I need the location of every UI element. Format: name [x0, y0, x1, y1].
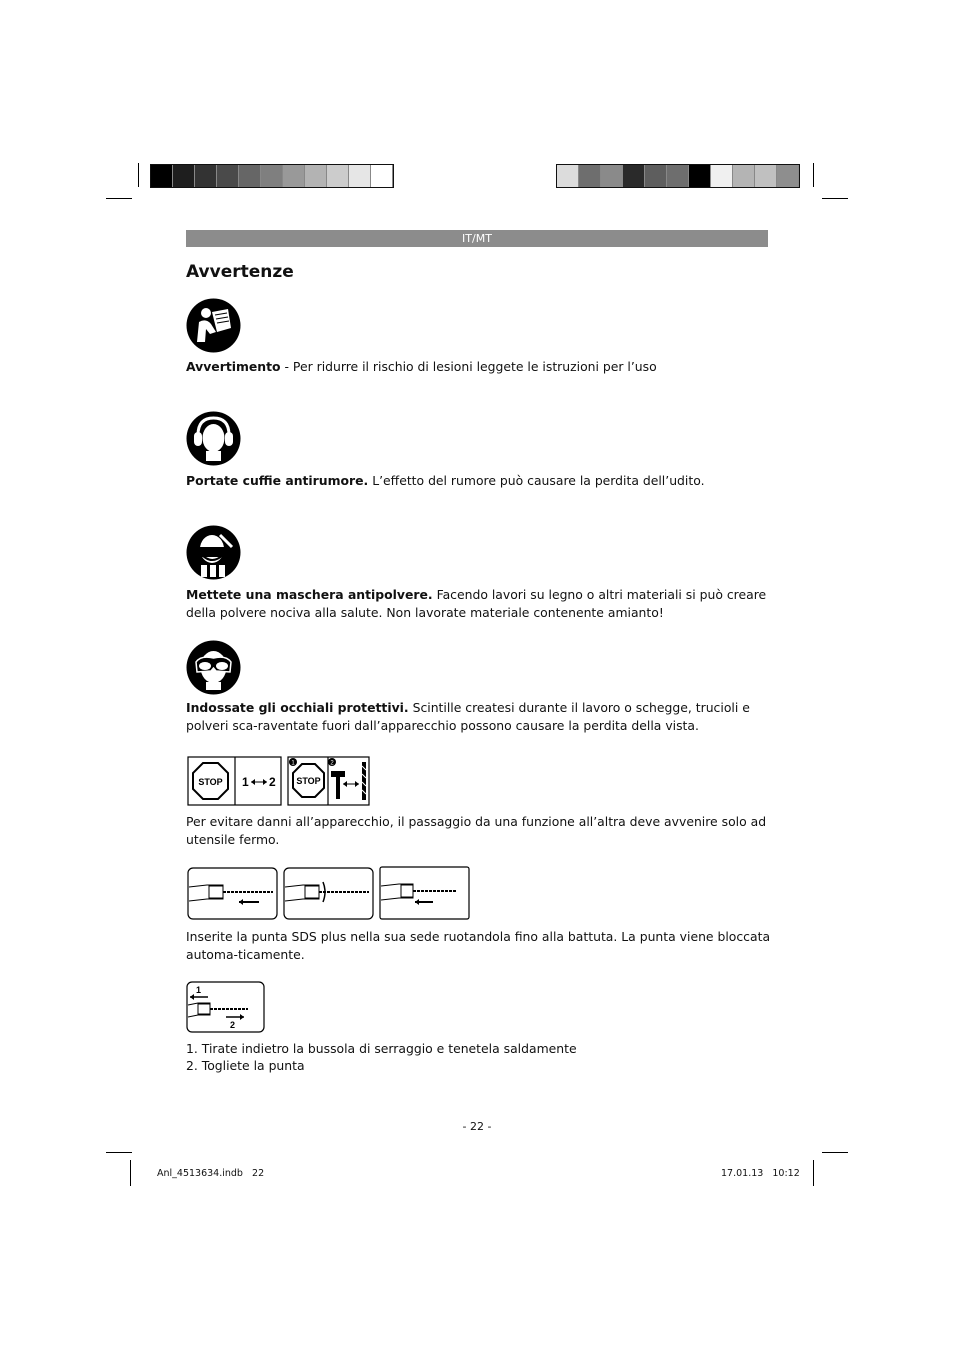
- color-swatch: [327, 165, 349, 187]
- stop-switch-icon: [187, 756, 282, 806]
- warning-read-manual: Avvertimento - Per ridurre il rischio di lesioni leggete le istruzioni per l’uso: [186, 359, 657, 374]
- crop-mark: [813, 163, 814, 187]
- page-title: Avvertenze: [186, 262, 294, 282]
- dust-mask-icon: [186, 525, 241, 580]
- step-badge-1: 1: [291, 760, 295, 767]
- step-badge-2: 2: [330, 760, 334, 767]
- warning-eye-protection: Indossate gli occhiali protettivi. Scintille createsi durante il lavoro o schegge, trucioli e polveri sca-raventate fuori dall’apparecchio possono causare la perdita della vista.: [186, 700, 750, 733]
- color-swatch: [151, 165, 173, 187]
- remove-bit-figure: [186, 981, 265, 1033]
- color-swatch: [755, 165, 777, 187]
- color-swatch: [217, 165, 239, 187]
- color-swatch: [667, 165, 689, 187]
- color-swatch: [195, 165, 217, 187]
- crop-mark: [822, 198, 848, 199]
- color-swatch: [733, 165, 755, 187]
- mode-switch-text: Per evitare danni all’apparecchio, il passaggio da una funzione all’altra deve avvenire solo ad utensile fermo.: [186, 814, 767, 847]
- color-calibration-strip-right: [556, 164, 800, 188]
- stop-sign-label: STOP: [296, 776, 321, 786]
- color-swatch: [173, 165, 195, 187]
- color-swatch: [305, 165, 327, 187]
- crop-mark: [106, 1152, 132, 1153]
- mode-2-label: 2: [269, 775, 276, 789]
- footer-date: 17.01.13 10:12: [721, 1168, 800, 1179]
- ear-protection-icon: [186, 411, 241, 466]
- color-swatch: [579, 165, 601, 187]
- remove-step-1-label: 1: [196, 985, 202, 995]
- color-swatch: [239, 165, 261, 187]
- language-tab: IT/MT: [186, 230, 768, 247]
- color-swatch: [371, 165, 393, 187]
- remove-step-2: 2. Togliete la punta: [186, 1058, 305, 1073]
- page-number: - 22 -: [462, 1120, 492, 1133]
- insert-bit-figure-3: [379, 866, 470, 920]
- insert-bit-text: Inserite la punta SDS plus nella sua sede ruotandola fino alla battuta. La punta viene bloccata automa-ticamente.: [186, 929, 771, 962]
- crop-mark: [822, 1152, 848, 1153]
- color-swatch: [283, 165, 305, 187]
- color-swatch: [777, 165, 799, 187]
- eye-protection-icon: [186, 640, 241, 695]
- warning-dust-mask: Mettete una maschera antipolvere. Facendo lavori su legno o altri materiali si può creare della polvere nociva alla salute. Non lavorate materiale contenente amianto!: [186, 587, 767, 620]
- remove-step-2-label: 2: [230, 1020, 236, 1030]
- insert-bit-figure-2: [283, 867, 374, 920]
- warning-ear-protection: Portate cuffie antirumore. L’effetto del rumore può causare la perdita dell’udito.: [186, 473, 705, 488]
- remove-step-1: 1. Tirate indietro la bussola di serraggio e tenetela saldamente: [186, 1041, 577, 1056]
- crop-mark: [138, 163, 139, 187]
- crop-mark: [130, 1160, 131, 1186]
- color-swatch: [349, 165, 371, 187]
- read-manual-icon: [186, 298, 241, 353]
- color-swatch: [645, 165, 667, 187]
- stop-hammer-icon: [287, 756, 370, 806]
- color-swatch: [601, 165, 623, 187]
- color-swatch: [711, 165, 733, 187]
- crop-mark: [106, 198, 132, 199]
- color-swatch: [557, 165, 579, 187]
- mode-1-label: 1: [242, 775, 249, 789]
- color-swatch: [261, 165, 283, 187]
- footer-file: Anl_4513634.indb 22: [157, 1168, 265, 1179]
- insert-bit-figure-1: [187, 867, 278, 920]
- crop-mark: [813, 1160, 814, 1186]
- color-swatch: [623, 165, 645, 187]
- color-calibration-strip-left: [150, 164, 394, 188]
- color-swatch: [689, 165, 711, 187]
- stop-sign-label: STOP: [198, 777, 223, 787]
